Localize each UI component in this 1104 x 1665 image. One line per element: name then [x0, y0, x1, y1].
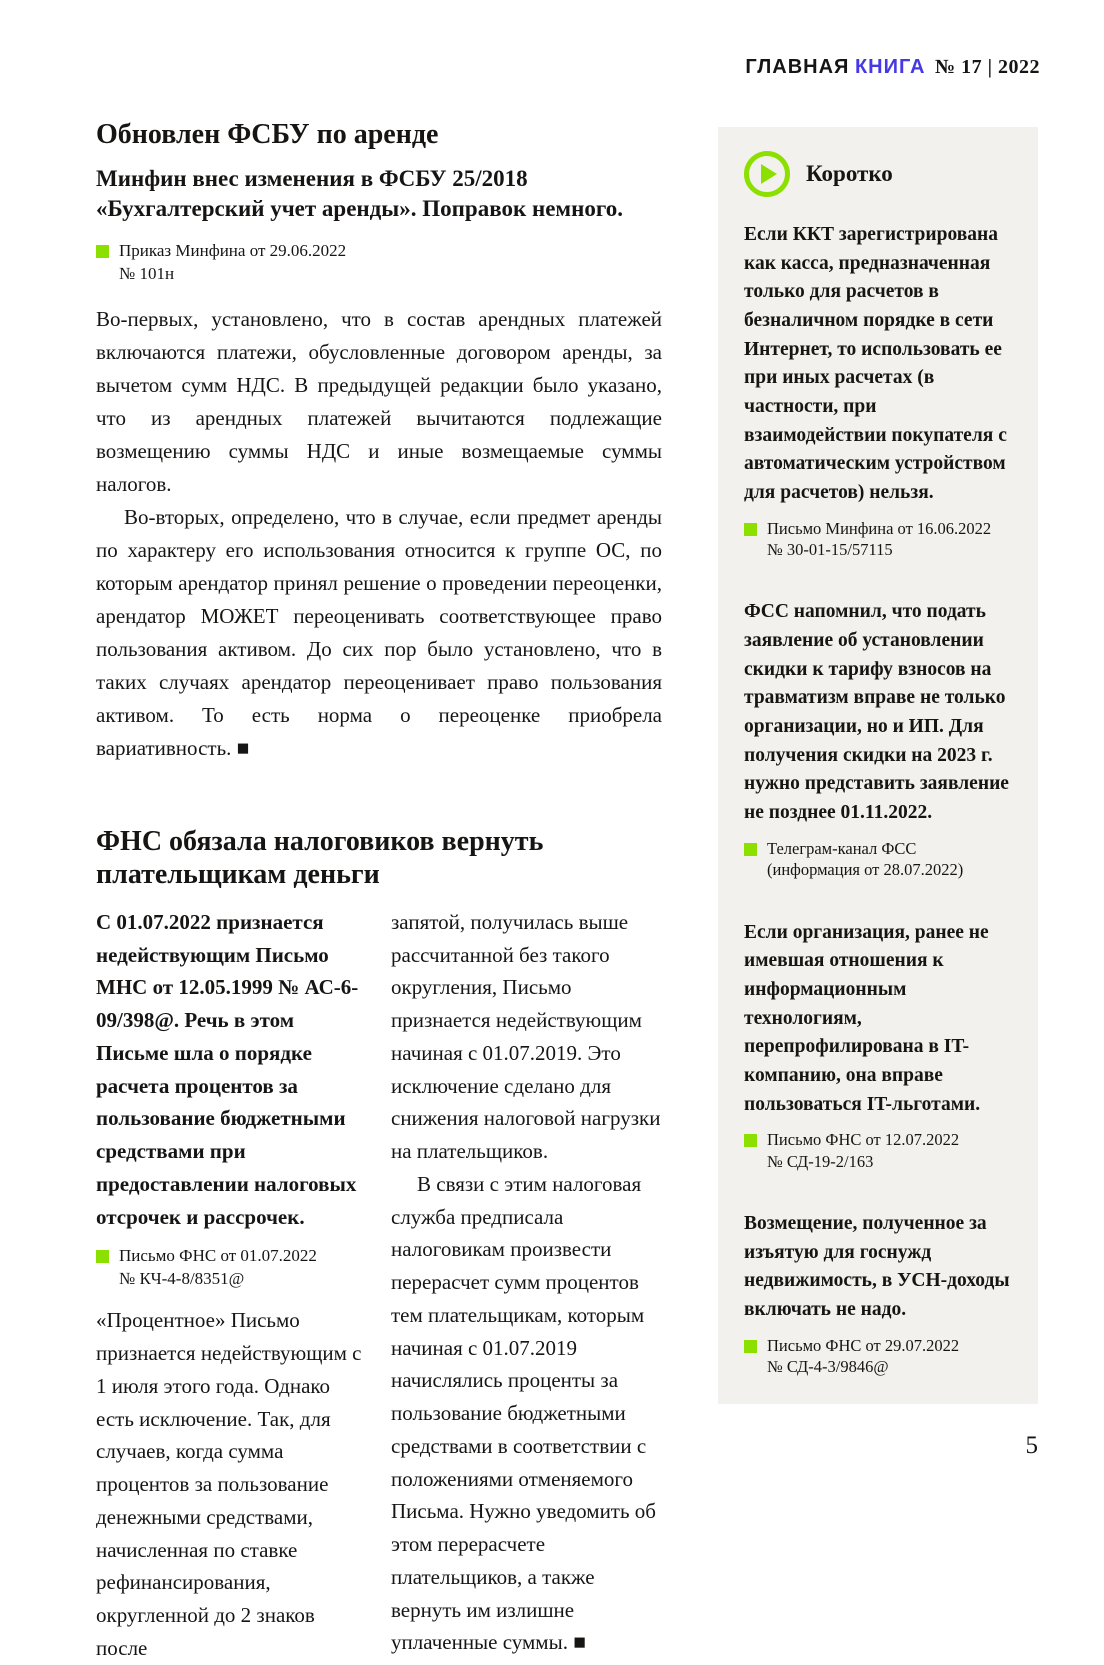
- green-square-icon: [744, 523, 757, 536]
- source-line1: Письмо ФНС от 29.07.2022: [767, 1335, 960, 1355]
- source-text: [767, 1335, 959, 1378]
- paragraph: В связи с этим налоговая служба предписала налоговикам произвести перерасчет сумм процентов тем плательщикам, которым начиная с 01.07.2019 начислялись проценты за пользование бюджетными средствами в соответствии с положениями отменяемого Письма. Нужно уведомить об этом перерасчете плательщиков, а также вернуть им излишне уплаченные суммы. ■: [391, 1171, 656, 1655]
- source-line1: Письмо ФНС от 01.07.2022: [119, 1246, 317, 1266]
- sidebar-korotko: [718, 127, 1038, 1404]
- brief-item: [744, 598, 1012, 880]
- main-column: [96, 118, 662, 1665]
- article-title: ФНС обязала налоговиков вернуть плательщикам деньги: [96, 825, 544, 891]
- source-reference: [744, 838, 1012, 881]
- source-line2: № КЧ-4-8/8351@: [119, 1268, 245, 1288]
- source-line2: № СД-4-3/9846@: [767, 1357, 889, 1377]
- article-fsbu: [96, 118, 662, 765]
- article-lead: С 01.07.2022 признается недействующим Письмо МНС от 12.05.1999 № АС-6-09/398@. Речь в этом Письме шла о порядке расчета процентов за пользование бюджетными средствами при предоставлении налоговых отсрочек и рассрочек.: [96, 909, 359, 1229]
- source-text: [767, 838, 963, 881]
- source-line2: № 101н: [119, 263, 175, 283]
- issue-number: № 17 | 2022: [934, 56, 1040, 78]
- article-title: Обновлен ФСБУ по аренде: [96, 119, 439, 150]
- article-body: [96, 303, 662, 765]
- right-column: [391, 906, 662, 1665]
- paragraph: «Процентное» Письмо признается недействующим с 1 июля этого года. Однако есть исключение. Так, для случаев, когда сумма процентов за пользование денежными средствами, начисленная по ставке рефинансирования, округленной до 2 знаков после: [96, 1308, 362, 1660]
- paragraph: запятой, получилась выше рассчитанной без такого округления, Письмо признается недействующим начиная с 01.07.2019. Это исключение сделано для снижения налоговой нагрузки на плательщиков.: [391, 909, 661, 1164]
- masthead: [745, 56, 1040, 79]
- green-square-icon: [744, 1340, 757, 1353]
- source-reference: [96, 1245, 367, 1290]
- brief-text: ФСС напомнил, что подать заявление об установлении скидки к тарифу взносов на травматизм вправе не только организации, но и ИП. Для получения скидки на 2023 г. нужно представить заявление не позднее 01.11.2022.: [744, 601, 1009, 824]
- article-lead: Минфин внес изменения в ФСБУ 25/2018 «Бухгалтерский учет аренды». Поправок немного.: [96, 165, 623, 221]
- page-number: 5: [1025, 1432, 1038, 1459]
- source-text: [767, 1129, 959, 1172]
- source-reference: [96, 240, 662, 285]
- brand-name-accent: КНИГА: [854, 56, 926, 78]
- brief-item: [744, 1210, 1012, 1378]
- brief-item: [744, 919, 1012, 1172]
- source-line1: Телеграм-канал ФСС: [767, 838, 917, 858]
- brand-name-black: ГЛАВНАЯ: [745, 56, 850, 78]
- source-reference: [744, 1335, 1012, 1378]
- brief-text: Возмещение, полученное за изъятую для госнужд недвижимость, в УСН-доходы включать не надо.: [744, 1213, 1010, 1320]
- left-column: [96, 906, 367, 1665]
- green-square-icon: [96, 1250, 109, 1263]
- source-text: [767, 518, 991, 561]
- source-line2: (информация от 28.07.2022): [767, 860, 964, 880]
- source-reference: [744, 1129, 1012, 1172]
- green-square-icon: [744, 1134, 757, 1147]
- source-line1: Письмо ФНС от 12.07.2022: [767, 1130, 960, 1150]
- sidebar-title: Коротко: [806, 161, 893, 186]
- two-column-text: [96, 906, 662, 1665]
- source-line2: № СД-19-2/163: [767, 1151, 874, 1171]
- source-line2: № 30-01-15/57115: [767, 540, 893, 559]
- article-fns: [96, 825, 662, 1665]
- source-line1: Приказ Минфина от 29.06.2022: [119, 241, 347, 261]
- sidebar-header: [744, 151, 1012, 197]
- source-text: [119, 240, 346, 285]
- green-square-icon: [744, 843, 757, 856]
- play-icon: [744, 151, 790, 197]
- brief-item: [744, 221, 1012, 560]
- source-reference: [744, 518, 1012, 561]
- paragraph: Во-первых, установлено, что в состав арендных платежей включаются платежи, обусловленные договором аренды, за вычетом сумм НДС. В предыдущей редакции было указано, что из арендных платежей вычитаются подлежащие возмещению суммы НДС и иные возмещаемые суммы налогов.: [96, 307, 662, 497]
- green-square-icon: [96, 245, 109, 258]
- brief-text: Если ККТ зарегистрирована как касса, предназначенная только для расчетов в безналичном порядке в сети Интернет, то использовать ее при иных расчетах (в частности, при взаимодействии покупателя с автоматическим устройством для расчетов) нельзя.: [744, 224, 1007, 503]
- brief-text: Если организация, ранее не имевшая отношения к информационным технологиям, перепрофилирована в IT-компанию, она вправе пользоваться IT-льготами.: [744, 921, 989, 1115]
- paragraph: Во-вторых, определено, что в случае, если предмет аренды по характеру его использования относится к группе ОС, по которым арендатор принял решение о проведении переоценки, арендатор МОЖЕТ переоценивать соответствующее право пользования активом. До сих пор было установлено, что в таких случаях арендатор переоценивает право пользования активом. То есть норма о переоценке приобрела вариативность. ■: [96, 505, 662, 760]
- source-line1: Письмо Минфина от 16.06.2022: [767, 518, 992, 538]
- source-text: [119, 1245, 317, 1290]
